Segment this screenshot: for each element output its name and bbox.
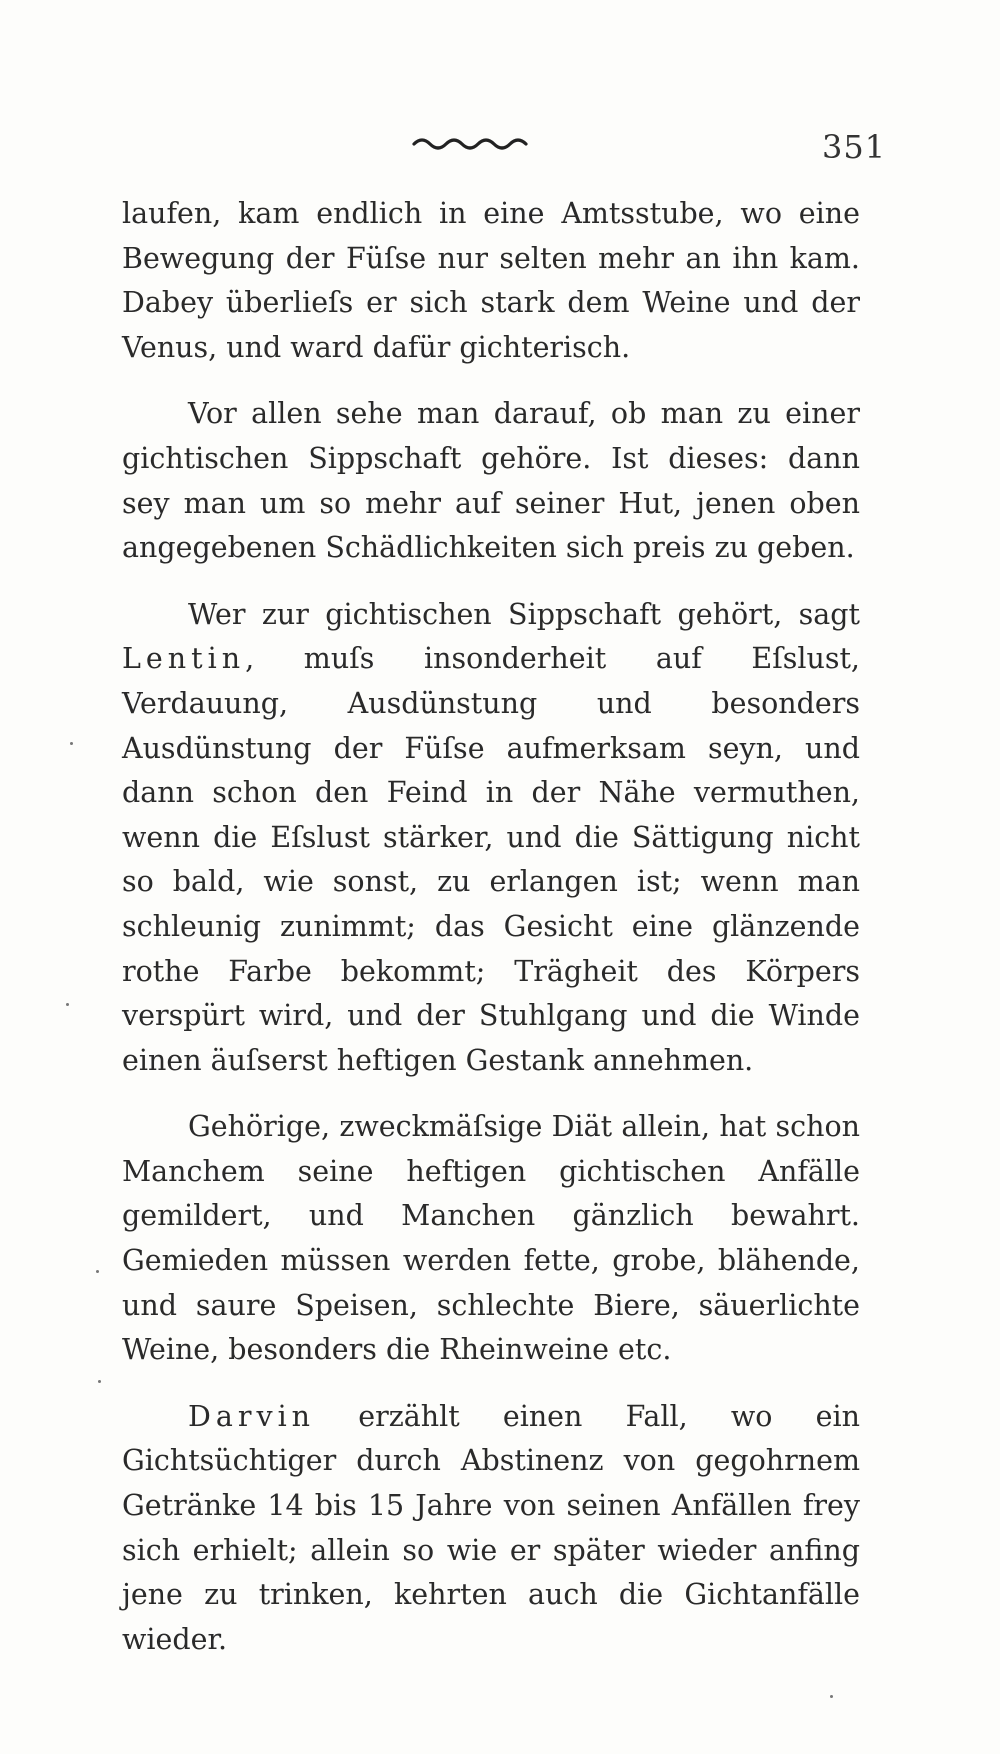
page-number: 351 bbox=[822, 128, 887, 166]
body-text bbox=[122, 192, 860, 1684]
paragraph-2 bbox=[122, 392, 860, 570]
paper-speck bbox=[70, 742, 73, 745]
paper-speck bbox=[66, 1003, 69, 1006]
paragraph-text: Gehörige, zweckmäſsige Diät allein, hat schon Manchem seine heftigen gichtischen Anfälle gemildert, und Manchen gänzlich bewahrt. Gemieden müssen werden fette, grobe, blähende, und saure Speisen, schlechte Biere, säuerlichte Weine, besonders die Rheinweine etc. bbox=[122, 1110, 860, 1367]
paragraph-5 bbox=[122, 1395, 860, 1663]
paper-speck bbox=[96, 1270, 99, 1273]
paper-speck bbox=[98, 1380, 101, 1383]
author-name-lentin: Lentin bbox=[122, 642, 246, 676]
paragraph-4 bbox=[122, 1105, 860, 1373]
paragraph-text-after: erzählt einen Fall, wo ein Gichtsüchtiger durch Abstinenz von gegohrnem Getränke 14 bis 15 Jahre von seinen Anfällen frey sich erhielt; allein so wie er später wieder anfing jene zu trinken, kehrten auch die Gichtanfälle wieder. bbox=[122, 1399, 860, 1656]
paragraph-text: Vor allen sehe man darauf, ob man zu einer gichtischen Sippschaft gehöre. Ist dieses: dann sey man um so mehr auf seiner Hut, jenen oben angegebenen Schädlichkeiten sich preis zu geben. bbox=[122, 397, 860, 565]
paragraph-text-before: Wer zur gichtischen Sippschaft gehört, sagt bbox=[188, 597, 860, 631]
paragraph-text-after: , muſs insonderheit auf Eſslust, Verdauung, Ausdünstung und besonders Ausdünstung der Füſse aufmerksam seyn, und dann schon den Feind in der Nähe vermuthen, wenn die Eſslust stärker, und die Sättigung nicht so bald, wie sonst, zu erlangen ist; wenn man schleunig zunimmt; das Gesicht eine glänzende rothe Farbe bekommt; Trägheit des Körpers verspürt wird, und der Stuhlgang und die Winde einen äuſserst heftigen Gestank annehmen. bbox=[122, 642, 860, 1077]
paragraph-3 bbox=[122, 593, 860, 1084]
ornament-rule bbox=[410, 130, 540, 154]
author-name-darvin: Darvin bbox=[188, 1399, 316, 1433]
paragraph-text: laufen, kam endlich in eine Amtsstube, wo eine Bewegung der Füſse nur selten mehr an ihn kam. Dabey überlieſs er sich stark dem Weine und der Venus, und ward dafür gichterisch. bbox=[122, 197, 860, 364]
paper-speck bbox=[830, 1695, 833, 1698]
paragraph-1 bbox=[122, 192, 860, 370]
